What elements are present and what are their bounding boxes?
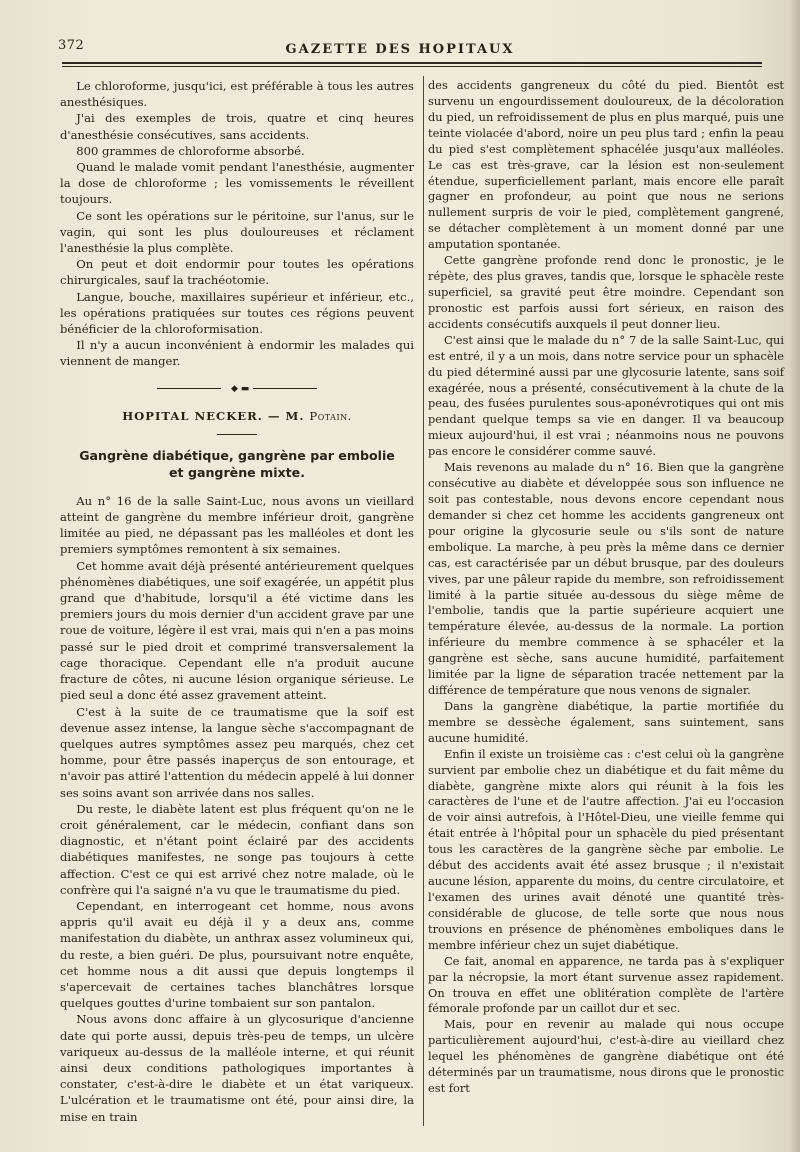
paragraph: Dans la gangrène diabétique, la partie mortifiée du membre se dessèche également, sans suintement, sans aucune humidité. — [428, 698, 784, 745]
section-heading — [60, 408, 414, 424]
article-title — [60, 447, 414, 481]
paragraph: C'est ainsi que le malade du n° 7 de la salle Saint-Luc, qui est entré, il y a un mois, dans notre service pour un sphacèle du pied déterminé aussi par une glycosurie latente, sans soif exagérée, nous a présenté, consécutivement à la chute de la peau, des fusées purulentes sous-aponévrotiques qui ont mis pendant quelque temps sa vie en danger. Il va beaucoup mieux aujourd'hui, il est vrai ; néanmoins nous ne pouvons pas encore le considérer comme sauvé. — [428, 332, 784, 459]
header-rule — [62, 62, 762, 64]
paragraph: On peut et doit endormir pour toutes les opérations chirurgicales, sauf la trachéotomie. — [60, 257, 414, 288]
paragraph: Ce fait, anomal en apparence, ne tarda pas à s'expliquer par la nécropsie, la mort étant survenue assez rapidement. On trouva en effet une oblitération complète de l'artère fémorale profonde par un caillot dur et sec. — [428, 953, 784, 1016]
paragraph: Mais, pour en revenir au malade qui nous occupe particulièrement aujourd'hui, c'est-à-dire au vieillard chez lequel les phénomènes de gangrène diabétique ont été déterminés par un traumatisme, nous dirons que le pronostic est fort — [428, 1017, 784, 1096]
paragraph: Il n'y a aucun inconvénient à endormir les malades qui viennent de manger. — [60, 338, 414, 369]
header-rule-thin — [62, 66, 762, 67]
paragraph: Cet homme avait déjà présenté antérieurement quelques phénomènes diabétiques, une soif exagérée, un appétit plus grand que d'habitude, lorsqu'il a été victime dans les premiers jours du mois dernier d'un accident grave par une roue de voiture, légère il est vrai, mais qui n'en a pas moins passé sur le pied droit et comprimé transversalement la cage thoracique. Cependant elle n'a produit aucune fracture de côtes, ni aucune lésion organique sérieuse. Le pied seul a donc été assez gravement atteint. — [60, 558, 414, 703]
paragraph: Enfin il existe un troisième cas : c'est celui où la gangrène survient par embolie chez un diabétique et du fait même du diabète, gangrène mixte alors qui réunit à la fois les caractères de l'une et de l'autre affection. J'ai eu l'occasion de voir ainsi autrefois, à l'Hôtel-Dieu, une vieille femme qui était entrée à l'hôpital pour un sphacèle du pied présentant tous les caractères de la gangrène sèche par embolie. Le début des accidents avait été assez brusque ; il n'existait aucune lésion, apparente du moins, du centre circulatoire, et l'examen des urines avait dénoté une quantité très-considérable de glucose, de telle sorte que nous nous trouvions en présence de phénomènes emboliques dans le membre inférieur chez un sujet diabétique. — [428, 746, 784, 952]
article-title-line: et gangrène mixte. — [169, 464, 305, 480]
paragraph: Cette gangrène profonde rend donc le pronostic, je le répète, des plus graves, tandis que, lorsque le sphacèle reste superficiel, sa gravité peut être moindre. Cependant son pronostic est parfois aussi fort sérieux, en raison des accidents consécutifs auxquels il peut donner lieu. — [428, 253, 784, 331]
page-edge — [790, 0, 800, 1152]
paragraph: Mais revenons au malade du n° 16. Bien que la gangrène consécutive au diabète et développée sous son influence ne soit pas contestable, nous devons encore cependant nous demander si chez cet homme les accidents gangreneux ont pour origine la glycosurie seule ou s'ils sont de nature embolique. La marche, à peu près la même dans ce dernier cas, est caractérisée par un début brusque, par des douleurs vives, par une pâleur rapide du membre, son refroidissement limité à la partie située au-dessous du siège même de l'embolie, tandis que la partie supérieure acquiert une température élevée, au-dessus de la normale. La portion inférieure du membre commence à se sphacéler et la gangrène est sèche, sans aucune humidité, parfaitement limitée par la ligne de séparation tracée nettement par la différence de température que nous venons de signaler. — [428, 460, 784, 698]
paragraph: Langue, bouche, maxillaires supérieur et inférieur, etc., les opérations pratiquées sur toutes ces régions peuvent bénéficier de la chloroformisation. — [60, 289, 414, 337]
journal-title: GAZETTE DES HOPITAUX — [285, 42, 515, 57]
paragraph: Le chloroforme, jusqu'ici, est préférable à tous les autres anesthésiques. — [60, 79, 414, 110]
paragraph: 800 grammes de chloroforme absorbé. — [76, 143, 305, 158]
right-column — [428, 78, 784, 1097]
paragraph: Du reste, le diabète latent est plus fréquent qu'on ne le croit généralement, car le médecin, confiant dans son diagnostic, et n'étant point éclairé par des accidents diabétiques manifestes, ne songe pas toujours à cette affection. C'est ce qui est arrivé chez notre malade, où le confrère qui l'a saigné n'a vu que le traumatisme du pied. — [60, 801, 414, 897]
page-number: 372 — [58, 38, 85, 53]
left-column — [60, 78, 414, 1125]
hospital-name: HOPITAL NECKER. — [122, 408, 263, 423]
paragraph: Nous avons donc affaire à un glycosurique d'ancienne date qui porte aussi, depuis très-peu de temps, un ulcère variqueux au-dessus de la malléole interne, et qui réunit ainsi deux conditions pathologiques importantes à constater, c'est-à-dire le diabète et un état variqueux. L'ulcération et le traumatisme ont été, pour ainsi dire, la mise en train — [60, 1012, 414, 1124]
heading-rule — [217, 434, 257, 435]
section-ornament — [157, 384, 317, 394]
paragraph: Quand le malade vomit pendant l'anesthésie, augmenter la dose de chloroforme ; les vomissements le réveillent toujours. — [60, 160, 414, 207]
ornament-diamond-icon: ◆ ▬ — [231, 383, 250, 394]
paragraph-continued: des accidents gangreneux du côté du pied. Bientôt est survenu un engourdissement douloureux, de la décoloration du pied, un refroidissement de plus en plus marqué, puis une teinte violacée d'abord, noire un peu plus tard ; enfin la peau du pied s'est complètement sphacélée jusqu'aux malléoles. Le cas est très-grave, car la lésion est non-seulement étendue, superficiellement parlant, mais encore elle paraît gagner en profondeur, au point que nous ne serions nullement surpris de voir le pied, complètement gangrené, se détacher complètement à un moment donné par une amputation spontanée. — [428, 78, 784, 252]
paragraph: Ce sont les opérations sur le péritoine, sur l'anus, sur le vagin, qui sont les plus douloureuses et réclament l'anesthésie la plus complète. — [60, 208, 414, 256]
paragraph: J'ai des exemples de trois, quatre et cinq heures d'anesthésie consécutives, sans accidents. — [60, 111, 414, 142]
paragraph: C'est à la suite de ce traumatisme que la soif est devenue assez intense, la langue sèche s'accompagnant de quelques autres symptômes assez peu marqués, chez cet homme, pour être passés inaperçus de son entourage, et n'avoir pas attiré l'attention du médecin appelé à lui donner ses soins avant son arrivée dans nos salles. — [60, 704, 414, 800]
heading-dash: — M. — [262, 408, 310, 423]
ornament-line — [253, 388, 317, 389]
author-name: Potain. — [309, 408, 352, 423]
ornament-line — [157, 388, 221, 389]
column-divider — [423, 76, 424, 1126]
paragraph: Au n° 16 de la salle Saint-Luc, nous avons un vieillard atteint de gangrène du membre inférieur droit, gangrène limitée au pied, ne dépassant pas les malléoles et dont les premiers symptômes remontent à six semaines. — [60, 493, 414, 557]
paragraph: Cependant, en interrogeant cet homme, nous avons appris qu'il avait eu déjà il y a deux ans, comme manifestation du diabète, un anthrax assez volumineux qui, du reste, a bien guéri. De plus, poursuivant notre enquête, cet homme nous a dit aussi que depuis longtemps il s'apercevait de certaines taches blanchâtres lorsque quelques gouttes d'urine tombaient sur son pantalon. — [60, 898, 414, 1011]
article-title-line: Gangrène diabétique, gangrène par embolie — [79, 447, 395, 463]
